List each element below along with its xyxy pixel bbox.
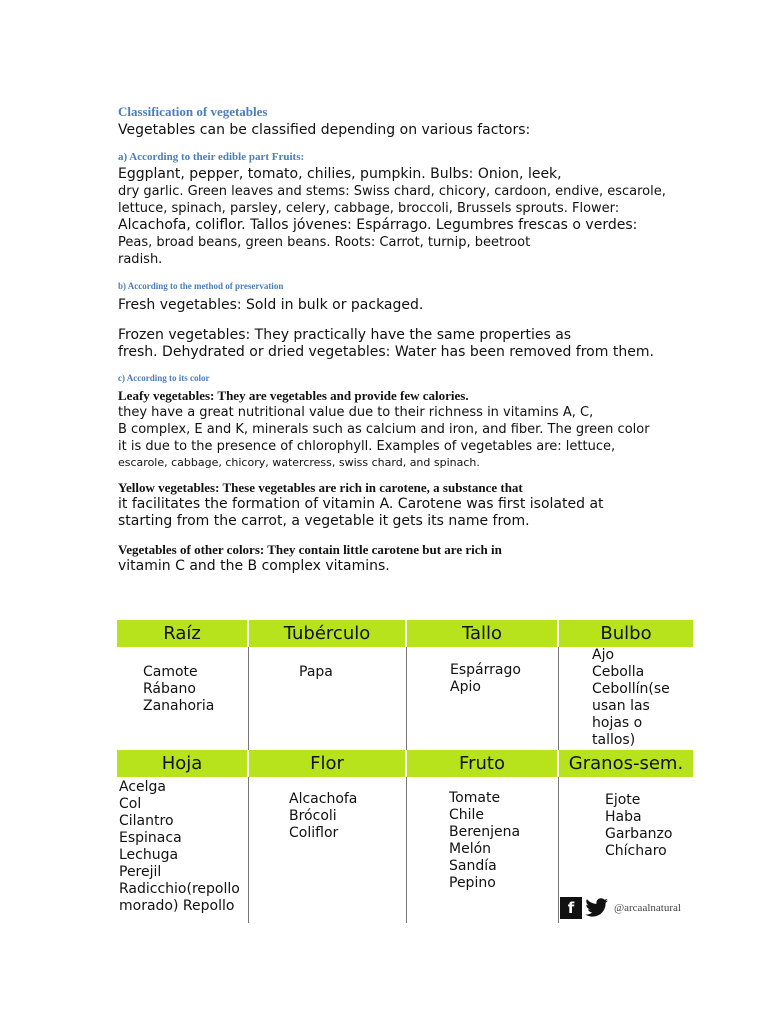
cell-item: Garbanzo	[605, 826, 673, 842]
text-line: lettuce, spinach, parsley, celery, cabbage, broccoli, Brussels sprouts. Flower:	[118, 201, 620, 216]
text-line: radish.	[118, 252, 163, 267]
table-header-flor: Flor	[249, 750, 405, 777]
text-line: starting from the carrot, a vegetable it gets its name from.	[118, 513, 530, 529]
text-line: they have a great nutritional value due to their richness in vitamins A, C,	[118, 405, 594, 420]
text-line: it is due to the presence of chlorophyll. Examples of vegetables are: lettuce,	[118, 439, 616, 454]
table-cell-raiz	[143, 664, 214, 715]
cell-item: Camote	[143, 664, 198, 680]
vegetable-classification-table	[117, 620, 693, 923]
table-cell-tallo	[450, 662, 521, 696]
text-line: dry garlic. Green leaves and stems: Swiss chard, chicory, cardoon, endive, escarole,	[118, 184, 666, 199]
frozen-text	[118, 327, 708, 361]
cell-item: Haba	[605, 809, 642, 825]
cell-item: Ajo	[592, 647, 615, 663]
text-line: Peas, broad beans, green beans. Roots: Carrot, turnip, beetroot	[118, 235, 531, 250]
other-body	[118, 558, 708, 575]
leafy-lead: Leafy vegetables: They are vegetables and provide few calories.	[118, 388, 469, 403]
section-a-heading: a) According to their edible part Fruits:	[118, 151, 305, 163]
fresh-text: Fresh vegetables: Sold in bulk or packaged.	[118, 297, 424, 313]
cell-item: Pepino	[449, 875, 496, 891]
cell-item: Apio	[450, 679, 481, 695]
text-line: Alcachofa, coliflor. Tallos jóvenes: Espárrago. Legumbres frescas o verdes:	[118, 217, 638, 233]
table-header-tallo: Tallo	[407, 620, 557, 647]
table-cell-fruto	[449, 790, 520, 892]
table-header-fruto: Fruto	[407, 750, 557, 777]
table-cell-granos	[605, 792, 672, 860]
text-line: escarole, cabbage, chicory, watercress, swiss chard, and spinach.	[118, 456, 480, 469]
text-line: Eggplant, pepper, tomato, chilies, pumpkin. Bulbs: Onion, leek,	[118, 166, 562, 182]
table-header-bulbo: Bulbo	[559, 620, 693, 647]
column-divider	[406, 777, 407, 923]
column-divider	[248, 647, 249, 750]
cell-item: Cilantro	[119, 813, 174, 829]
cell-item: Radicchio(repollo	[119, 881, 240, 897]
section-c-heading: c) According to its color	[118, 373, 210, 383]
social-credit	[560, 897, 681, 919]
cell-item: Melón	[449, 841, 492, 857]
column-divider	[558, 647, 559, 750]
table-cell-flor	[289, 791, 357, 842]
cell-item: Sandía	[449, 858, 497, 874]
table-cell-hoja	[119, 779, 240, 915]
cell-item: Cebollín(se	[592, 681, 670, 697]
cell-item: Zanahoria	[143, 698, 215, 714]
cell-item: Col	[119, 796, 142, 812]
text-line: fresh. Dehydrated or dried vegetables: Water has been removed from them.	[118, 344, 654, 360]
cell-item: Chícharo	[605, 843, 667, 859]
cell-item: Espárrago	[450, 662, 521, 678]
cell-item: Cebolla	[592, 664, 645, 680]
cell-item: usan las	[592, 698, 650, 714]
cell-item: Coliflor	[289, 825, 339, 841]
twitter-icon	[585, 897, 609, 919]
table-header-hoja: Hoja	[117, 750, 247, 777]
cell-item: Perejil	[119, 864, 162, 880]
social-handle: @arcaalnatural	[614, 902, 681, 914]
cell-item: Chile	[449, 807, 485, 823]
cell-item: tallos)	[592, 732, 636, 748]
cell-item: Lechuga	[119, 847, 179, 863]
other-lead: Vegetables of other colors: They contain little carotene but are rich in	[118, 542, 502, 557]
column-divider	[558, 777, 559, 923]
cell-item: Papa	[299, 664, 333, 680]
table-header-granos: Granos-sem.	[559, 750, 693, 777]
text-line: it facilitates the formation of vitamin A. Carotene was first isolated at	[118, 496, 604, 512]
section-a-body	[118, 166, 708, 268]
cell-item: Brócoli	[289, 808, 337, 824]
cell-item: Tomate	[449, 790, 501, 806]
cell-item: Espinaca	[119, 830, 182, 846]
cell-item: morado) Repollo	[119, 898, 235, 914]
document-body	[118, 104, 708, 575]
yellow-lead: Yellow vegetables: These vegetables are rich in carotene, a substance that	[118, 480, 523, 495]
section-b-heading: b) According to the method of preservation	[118, 281, 284, 291]
cell-item: hojas o	[592, 715, 643, 731]
cell-item: Ejote	[605, 792, 641, 808]
document-title: Classification of vegetables	[118, 104, 268, 119]
cell-item: Berenjena	[449, 824, 521, 840]
text-line: B complex, E and K, minerals such as calcium and iron, and fiber. The green color	[118, 422, 650, 437]
facebook-icon: f	[560, 897, 582, 919]
text-line: vitamin C and the B complex vitamins.	[118, 558, 390, 574]
text-line: Frozen vegetables: They practically have the same properties as	[118, 327, 572, 343]
column-divider	[406, 647, 407, 750]
cell-item: Alcachofa	[289, 791, 358, 807]
cell-item: Acelga	[119, 779, 166, 795]
intro-text: Vegetables can be classified depending on various factors:	[118, 122, 531, 138]
cell-item: Rábano	[143, 681, 196, 697]
table-header-tuberculo: Tubérculo	[249, 620, 405, 647]
table-cell-bulbo	[592, 647, 670, 749]
column-divider	[248, 777, 249, 923]
leafy-body	[118, 404, 708, 471]
yellow-body	[118, 496, 708, 530]
table-cell-tuberculo	[299, 664, 333, 681]
table-header-raiz: Raíz	[117, 620, 247, 647]
